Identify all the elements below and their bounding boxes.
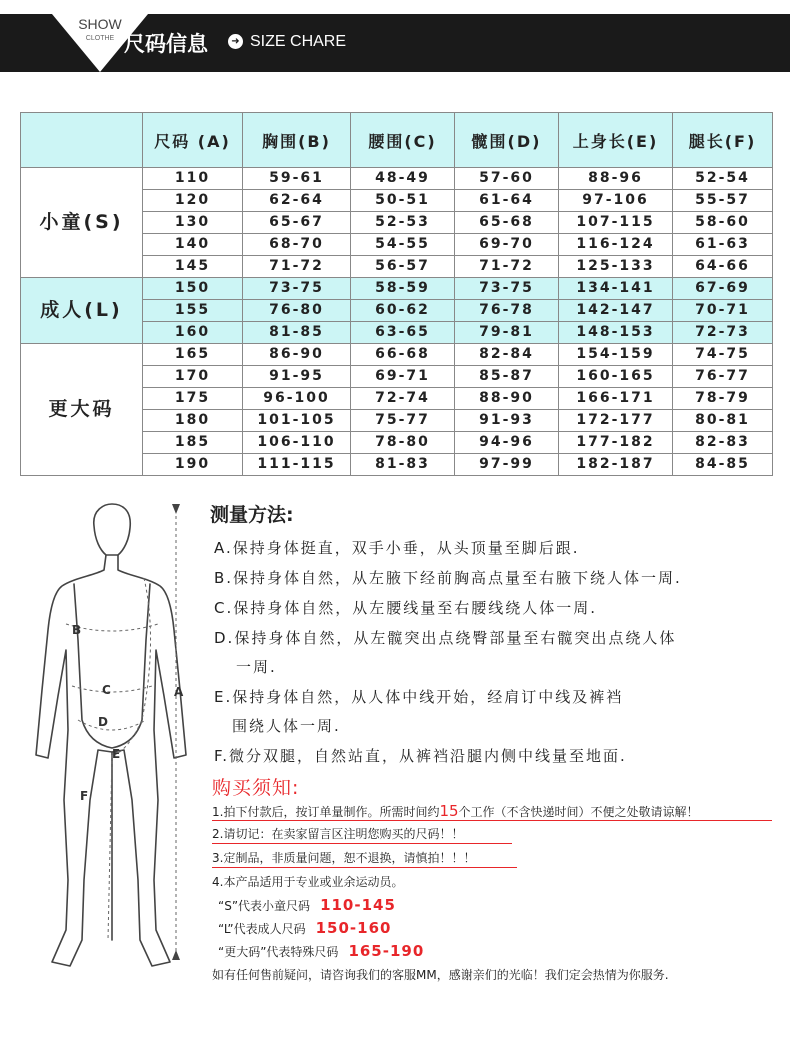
table-cell: 58-60 — [673, 212, 773, 234]
notice-line-2: 2.请切记：在卖家留言区注明您购买的尺码！！ — [212, 827, 464, 841]
label-a: A — [174, 685, 184, 699]
table-cell: 120 — [143, 190, 243, 212]
label-e: E — [112, 747, 121, 761]
table-cell: 110 — [143, 168, 243, 190]
table-cell: 107-115 — [559, 212, 673, 234]
table-cell: 170 — [143, 366, 243, 388]
table-cell: 91-95 — [243, 366, 351, 388]
table-cell: 65-68 — [455, 212, 559, 234]
code-label: “L”代表成人尺码 — [218, 922, 306, 936]
table-cell: 116-124 — [559, 234, 673, 256]
table-cell: 73-75 — [455, 278, 559, 300]
page-title: 尺码信息 — [124, 32, 208, 56]
table-cell: 68-70 — [243, 234, 351, 256]
measure-line-d — [78, 720, 146, 730]
table-cell: 140 — [143, 234, 243, 256]
table-cell: 82-83 — [673, 432, 773, 454]
table-cell: 84-85 — [673, 454, 773, 476]
figure-torso — [36, 555, 186, 966]
label-f: F — [80, 789, 89, 803]
table-cell: 61-63 — [673, 234, 773, 256]
code-value: 110-145 — [320, 896, 396, 914]
table-cell: 76-78 — [455, 300, 559, 322]
table-cell: 76-77 — [673, 366, 773, 388]
measure-line-text: 一周. — [236, 658, 277, 676]
measure-line-text: 围绕人体一周. — [232, 717, 341, 735]
body-figure — [22, 500, 202, 990]
size-group-label: 更大码 — [21, 344, 143, 476]
table-cell: 160 — [143, 322, 243, 344]
table-cell: 69-70 — [455, 234, 559, 256]
table-cell: 172-177 — [559, 410, 673, 432]
table-cell: 72-73 — [673, 322, 773, 344]
table-cell: 97-106 — [559, 190, 673, 212]
table-cell: 130 — [143, 212, 243, 234]
measure-line-text: D.保持身体自然，从左髋突出点绕臀部量至右髋突出点绕人体 — [214, 629, 677, 647]
divider — [212, 867, 517, 868]
header-cell: 尺码 (A) — [143, 113, 243, 168]
table-row — [21, 344, 773, 366]
table-cell: 86-90 — [243, 344, 351, 366]
table-cell: 72-74 — [351, 388, 455, 410]
measure-title: 测量方法: — [210, 504, 294, 526]
size-group-label: 小童(S) — [21, 168, 143, 278]
table-cell: 79-81 — [455, 322, 559, 344]
code-row — [218, 919, 391, 937]
measure-line-text: A.保持身体挺直，双手小垂，从头顶量至脚后跟. — [214, 539, 580, 557]
notice-line-1-post: 个工作（不含快递时间）不便之处敬请谅解！ — [458, 805, 699, 819]
table-cell: 185 — [143, 432, 243, 454]
table-cell: 78-80 — [351, 432, 455, 454]
notice-days: 15 — [439, 802, 459, 820]
table-cell: 101-105 — [243, 410, 351, 432]
notice-line-1 — [212, 802, 699, 820]
table-cell: 80-81 — [673, 410, 773, 432]
table-cell: 88-90 — [455, 388, 559, 410]
table-cell: 82-84 — [455, 344, 559, 366]
table-cell: 134-141 — [559, 278, 673, 300]
table-cell: 190 — [143, 454, 243, 476]
table-cell: 145 — [143, 256, 243, 278]
table-cell: 76-80 — [243, 300, 351, 322]
table-cell: 148-153 — [559, 322, 673, 344]
table-header-row — [21, 113, 773, 168]
divider — [212, 843, 512, 844]
table-cell: 155 — [143, 300, 243, 322]
table-cell: 60-62 — [351, 300, 455, 322]
divider — [212, 820, 772, 821]
table-cell: 64-66 — [673, 256, 773, 278]
code-label: “S”代表小童尺码 — [218, 899, 311, 913]
notice-footer: 如有任何售前疑问，请咨询我们的客服MM，感谢亲们的光临！我们定会热情为你服务. — [212, 968, 669, 982]
table-cell: 66-68 — [351, 344, 455, 366]
table-cell: 85-87 — [455, 366, 559, 388]
table-cell: 182-187 — [559, 454, 673, 476]
size-group-label: 成人(L) — [21, 278, 143, 344]
table-cell: 94-96 — [455, 432, 559, 454]
measure-line-text: E.保持身体自然，从人体中线开始，经肩订中线及裤裆 — [214, 688, 624, 706]
measure-line-text: B.保持身体自然，从左腋下经前胸高点量至右腋下绕人体一周. — [214, 569, 682, 587]
table-cell: 73-75 — [243, 278, 351, 300]
arrow-right-icon: ➜ — [228, 34, 243, 49]
table-cell: 125-133 — [559, 256, 673, 278]
table-cell: 97-99 — [455, 454, 559, 476]
table-cell: 74-75 — [673, 344, 773, 366]
table-cell: 65-67 — [243, 212, 351, 234]
table-cell: 106-110 — [243, 432, 351, 454]
header-cell: 腿长(F) — [673, 113, 773, 168]
table-cell: 57-60 — [455, 168, 559, 190]
table-cell: 54-55 — [351, 234, 455, 256]
table-cell: 165 — [143, 344, 243, 366]
table-cell: 62-64 — [243, 190, 351, 212]
table-cell: 58-59 — [351, 278, 455, 300]
code-row — [218, 942, 424, 960]
header-cell: 髋围(D) — [455, 113, 559, 168]
label-b: B — [72, 623, 82, 637]
table-cell: 177-182 — [559, 432, 673, 454]
header-cell: 胸围(B) — [243, 113, 351, 168]
label-c: C — [102, 683, 111, 697]
table-cell: 69-71 — [351, 366, 455, 388]
figure-head — [94, 504, 130, 555]
table-cell: 175 — [143, 388, 243, 410]
table-cell: 75-77 — [351, 410, 455, 432]
table-cell: 96-100 — [243, 388, 351, 410]
table-cell: 150 — [143, 278, 243, 300]
table-cell: 142-147 — [559, 300, 673, 322]
code-value: 165-190 — [348, 942, 425, 960]
table-cell: 81-83 — [351, 454, 455, 476]
measure-line-text: C.保持身体自然，从左腰线量至右腰线绕人体一周. — [214, 599, 598, 617]
code-row — [218, 896, 396, 914]
table-row — [21, 168, 773, 190]
table-cell: 88-96 — [559, 168, 673, 190]
table-cell: 56-57 — [351, 256, 455, 278]
table-cell: 71-72 — [455, 256, 559, 278]
table-cell: 71-72 — [243, 256, 351, 278]
table-row — [21, 278, 773, 300]
label-d: D — [98, 715, 108, 729]
table-cell: 52-53 — [351, 212, 455, 234]
measure-line-text: F.微分双腿，自然站直，从裤裆沿腿内侧中线量至地面. — [214, 747, 627, 765]
table-cell: 59-61 — [243, 168, 351, 190]
table-cell: 63-65 — [351, 322, 455, 344]
clothe-label: CLOTHE — [85, 35, 115, 42]
table-cell: 78-79 — [673, 388, 773, 410]
measure-line-c — [72, 686, 152, 692]
notice-title: 购买须知: — [212, 777, 300, 799]
header-cell: 上身长(E) — [559, 113, 673, 168]
size-table — [20, 112, 773, 476]
table-cell: 70-71 — [673, 300, 773, 322]
table-cell: 154-159 — [559, 344, 673, 366]
table-cell: 91-93 — [455, 410, 559, 432]
table-cell: 48-49 — [351, 168, 455, 190]
code-label: “更大码”代表特殊尺码 — [218, 945, 339, 959]
code-value: 150-160 — [315, 919, 392, 937]
table-cell: 180 — [143, 410, 243, 432]
header-cell — [21, 113, 143, 168]
table-cell: 111-115 — [243, 454, 351, 476]
table-cell: 67-69 — [673, 278, 773, 300]
table-cell: 81-85 — [243, 322, 351, 344]
header-cell: 腰围(C) — [351, 113, 455, 168]
table-cell: 50-51 — [351, 190, 455, 212]
notice-line-3: 3.定制品，非质量问题，恕不退换，请慎拍！！！ — [212, 851, 476, 865]
table-cell: 52-54 — [673, 168, 773, 190]
table-cell: 61-64 — [455, 190, 559, 212]
show-label: SHOW — [78, 16, 122, 32]
table-cell: 160-165 — [559, 366, 673, 388]
page-subtitle: SIZE CHARE — [250, 33, 347, 50]
notice-line-4: 4.本产品适用于专业或业余运动员。 — [212, 875, 404, 889]
table-cell: 55-57 — [673, 190, 773, 212]
table-cell: 166-171 — [559, 388, 673, 410]
notice-line-1-pre: 1.拍下付款后，按订单量制作。所需时间约 — [212, 805, 440, 819]
